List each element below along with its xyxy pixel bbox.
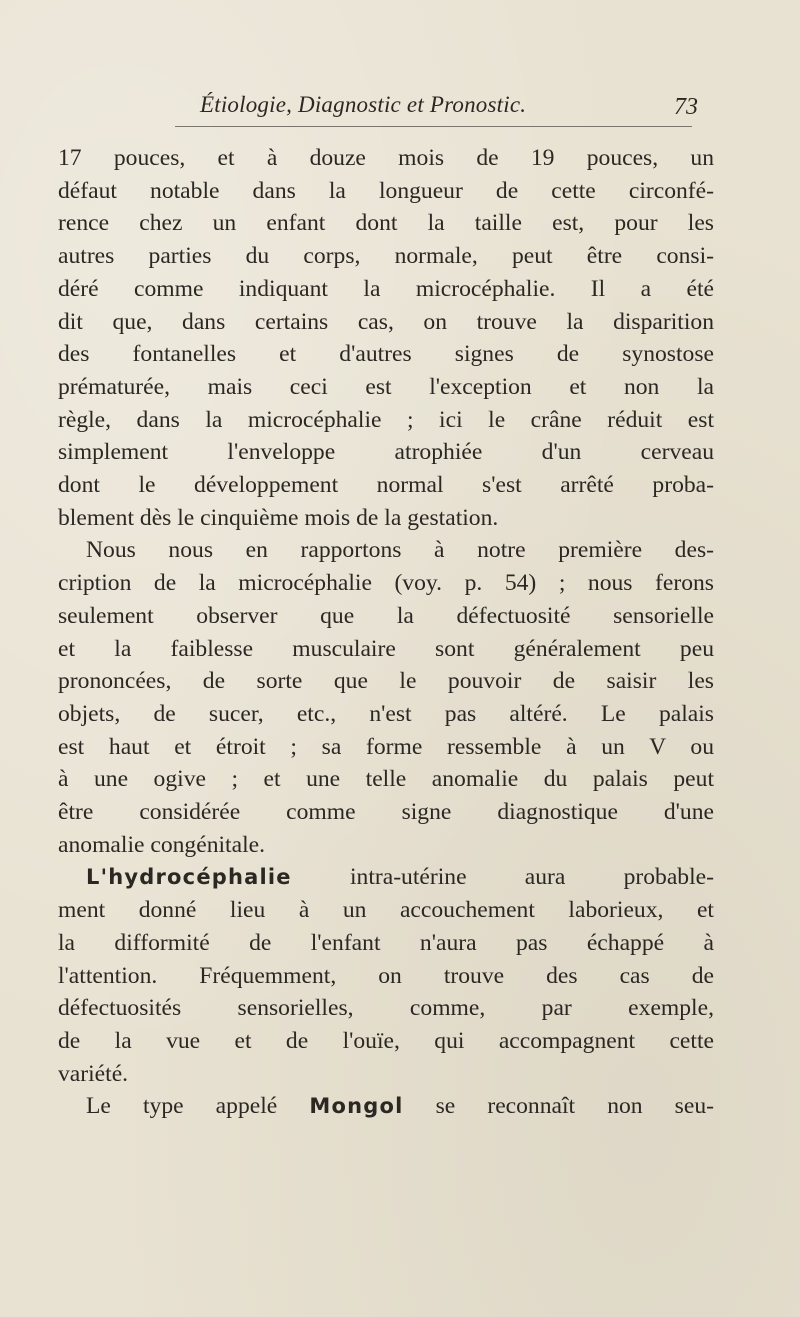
- running-head: [175, 92, 698, 127]
- running-title: Étiologie, Diagnostic et Pronostic.: [200, 92, 527, 117]
- term-hydrocephalie: L'hydrocéphalie: [86, 865, 292, 890]
- text-line: [58, 1090, 714, 1123]
- body-text: [58, 142, 714, 1123]
- text-line: des fontanelles et d'autres signes de synostose: [58, 341, 714, 368]
- text-line: à une ogive ; et une telle anomalie du palais peut: [58, 766, 714, 793]
- text-line: 17 pouces, et à douze mois de 19 pouces, un: [58, 145, 714, 171]
- text-line: [58, 861, 714, 894]
- text-line: cription de la microcéphalie (voy. p. 54) ; nous ferons: [58, 570, 714, 597]
- text-line: objets, de sucer, etc., n'est pas altéré. Le palais: [58, 700, 714, 727]
- text-line: autres parties du corps, normale, peut être consi-: [58, 243, 714, 270]
- text-line: la difformité de l'enfant n'aura pas échappé à: [58, 929, 714, 956]
- term-mongol: Mongol: [309, 1094, 404, 1119]
- page-number: 73: [674, 94, 698, 120]
- text-line: être considérée comme signe diagnostique d'une: [58, 799, 714, 826]
- text-line: l'attention. Fréquemment, on trouve des cas de: [58, 962, 714, 989]
- text-line: variété.: [58, 1060, 129, 1087]
- text-line: dont le développement normal s'est arrêté proba-: [58, 472, 714, 499]
- text-line: prononcées, de sorte que le pouvoir de saisir les: [58, 668, 714, 695]
- text-fragment: se reconnaît non seu-: [435, 1093, 714, 1120]
- text-line: et la faiblesse musculaire sont généralement peu: [58, 635, 714, 662]
- text-line: blement dès le cinquième mois de la gestation.: [58, 504, 499, 531]
- text-fragment: intra-utérine aura probable-: [349, 864, 714, 891]
- text-line: défectuosités sensorielles, comme, par exemple,: [58, 995, 714, 1022]
- text-line: ment donné lieu à un accouchement laborieux, et: [58, 897, 714, 924]
- text-fragment: Le type appelé: [86, 1093, 278, 1120]
- text-line: seulement observer que la défectuosité sensorielle: [58, 602, 714, 629]
- text-line: simplement l'enveloppe atrophiée d'un cerveau: [58, 439, 714, 466]
- text-line: règle, dans la microcéphalie ; ici le crâne réduit est: [58, 406, 714, 433]
- text-line: Nous nous en rapportons à notre première des-: [86, 537, 714, 564]
- text-line: prématurée, mais ceci est l'exception et non la: [58, 373, 714, 400]
- text-line: de la vue et de l'ouïe, qui accompagnent cette: [58, 1027, 714, 1054]
- text-line: anomalie congénitale.: [58, 831, 266, 858]
- text-line: dit que, dans certains cas, on trouve la disparition: [58, 308, 714, 335]
- text-line: défaut notable dans la longueur de cette circonfé-: [58, 177, 714, 204]
- text-line: est haut et étroit ; sa forme ressemble à un V ou: [58, 733, 714, 760]
- text-line: déré comme indiquant la microcéphalie. Il a été: [58, 275, 714, 302]
- text-line: rence chez un enfant dont la taille est, pour les: [58, 210, 714, 237]
